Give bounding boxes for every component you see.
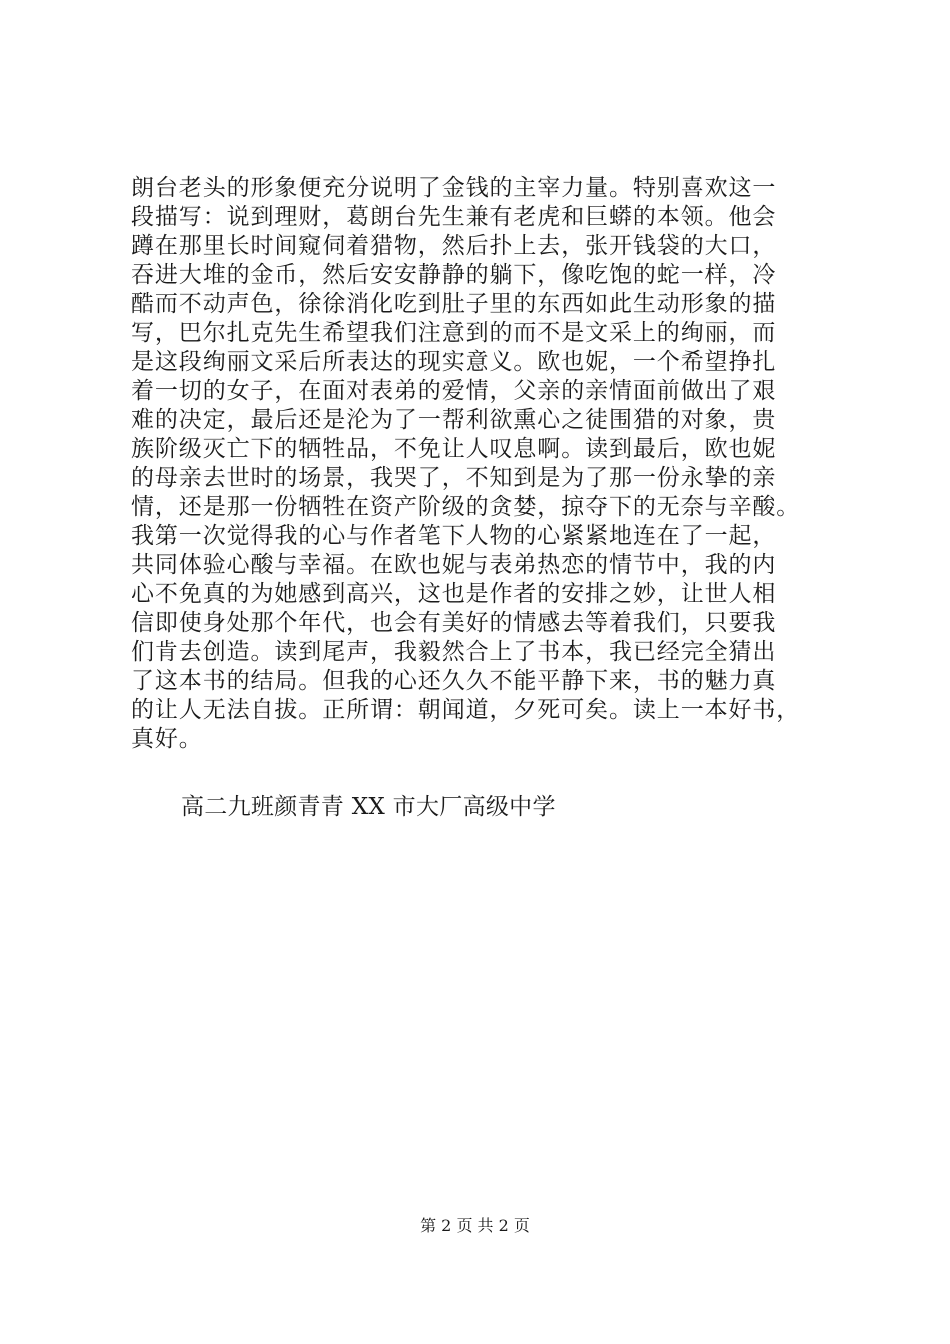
essay-line: 共同体验心酸与幸福。在欧也妮与表弟热恋的情节中，我的内 bbox=[131, 552, 777, 578]
essay-line: 酷而不动声色，徐徐消化吃到肚子里的东西如此生动形象的描 bbox=[131, 291, 777, 317]
essay-line: 族阶级灭亡下的牺牲品，不免让人叹息啊。读到最后，欧也妮 bbox=[131, 436, 777, 462]
essay-line: 了这本书的结局。但我的心还久久不能平静下来，书的魅力真 bbox=[131, 668, 777, 694]
essay-line: 的让人无法自拔。正所谓：朝闻道，夕死可矣。读上一本好书， bbox=[131, 697, 801, 723]
essay-line: 写，巴尔扎克先生希望我们注意到的而不是文采上的绚丽，而 bbox=[131, 320, 777, 346]
essay-line: 难的决定，最后还是沦为了一帮利欲熏心之徒围猎的对象，贵 bbox=[131, 407, 777, 433]
essay-line: 心不免真的为她感到高兴，这也是作者的安排之妙，让世人相 bbox=[131, 581, 777, 607]
author-signature: 高二九班颜青青 XX 市大厂高级中学 bbox=[181, 794, 556, 820]
essay-body bbox=[131, 174, 831, 754]
essay-line: 是这段绚丽文采后所表达的现实意义。欧也妮，一个希望挣扎 bbox=[131, 349, 777, 375]
page-footer: 第 2 页 共 2 页 bbox=[420, 1216, 530, 1235]
essay-line: 朗台老头的形象便充分说明了金钱的主宰力量。特别喜欢这一 bbox=[131, 175, 777, 201]
essay-line: 蹲在那里长时间窥伺着猎物，然后扑上去，张开钱袋的大口， bbox=[131, 233, 777, 259]
essay-line: 信即使身处那个年代，也会有美好的情感去等着我们，只要我 bbox=[131, 610, 777, 636]
essay-line: 我第一次觉得我的心与作者笔下人物的心紧紧地连在了一起， bbox=[131, 523, 777, 549]
essay-line: 着一切的女子，在面对表弟的爱情，父亲的亲情面前做出了艰 bbox=[131, 378, 777, 404]
essay-line: 吞进大堆的金币，然后安安静静的躺下，像吃饱的蛇一样，冷 bbox=[131, 262, 777, 288]
essay-line: 们肯去创造。读到尾声，我毅然合上了书本，我已经完全猜出 bbox=[131, 639, 777, 665]
essay-line: 的母亲去世时的场景，我哭了，不知到是为了那一份永挚的亲 bbox=[131, 465, 777, 491]
essay-line: 真好。 bbox=[131, 726, 203, 752]
essay-line: 段描写：说到理财，葛朗台先生兼有老虎和巨蟒的本领。他会 bbox=[131, 204, 777, 230]
essay-line: 情，还是那一份牺牲在资产阶级的贪婪，掠夺下的无奈与辛酸。 bbox=[131, 494, 801, 520]
